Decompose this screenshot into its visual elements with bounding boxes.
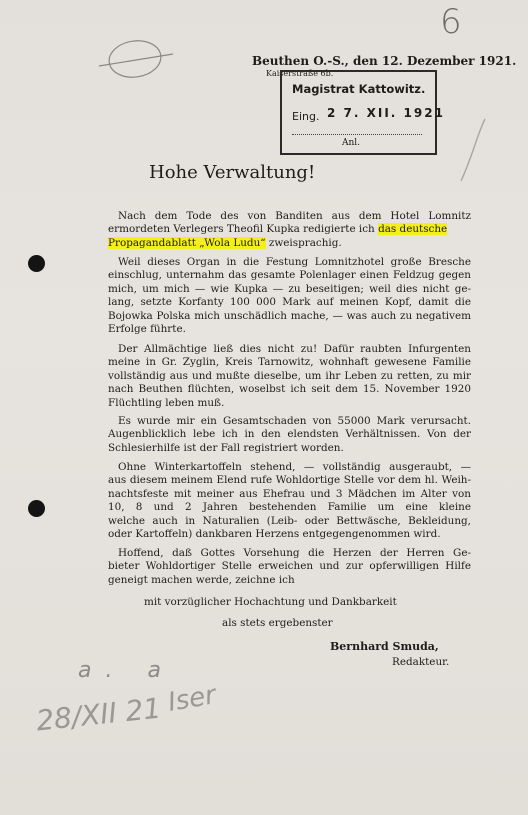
hole-punch-top bbox=[28, 255, 45, 272]
text-line bbox=[108, 223, 471, 236]
signature-name: Bernhard Smuda, bbox=[330, 640, 439, 653]
closing-line-1: mit vorzüglicher Hochachtung und Dankbarkeit bbox=[144, 596, 397, 608]
paragraph-5 bbox=[108, 461, 471, 541]
stamp-anl-label: Anl. bbox=[342, 138, 361, 148]
text-line: Es wurde mir ein Gesamtschaden von 55000 Mark verursacht. bbox=[118, 415, 471, 427]
text-line: welche auch in Naturalien (Leib- oder Bettwäsche, Bekleidung, bbox=[108, 514, 471, 527]
text-line: 10, 8 und 2 Jahren bestehenden Familie um eine kleine bbox=[108, 501, 471, 514]
text-line-part: zweisprachig. bbox=[265, 236, 342, 249]
text-line: Flüchtling leben muß. bbox=[108, 396, 225, 409]
text-line: oder Kartoffeln) dankbaren Herzens entgegengenommen wird. bbox=[108, 527, 441, 540]
text-line-part: ermordeten Verlegers Theofil Kupka redigierte ich bbox=[108, 223, 379, 236]
handwritten-scribble: Iser bbox=[165, 680, 219, 718]
text-line: Der Allmächtige ließ dies nicht zu! Dafür raubten Infurgenten bbox=[118, 343, 471, 355]
stamp-anl-line bbox=[292, 134, 422, 135]
salutation: Hohe Verwaltung! bbox=[149, 162, 316, 183]
closing-line-2: als stets ergebenster bbox=[222, 617, 333, 629]
text-line: Nach dem Tode des von Banditen aus dem Hotel Lomnitz bbox=[118, 210, 471, 222]
text-line: einschlug, unternahm das gesamte Polenlager einen Feldzug gegen bbox=[108, 269, 471, 282]
paragraph-6 bbox=[108, 547, 471, 587]
text-line: Hoffend, daß Gottes Vorsehung die Herzen der Herren Ge- bbox=[118, 547, 471, 559]
handwritten-date-note: 28/XII 21 bbox=[34, 691, 163, 738]
received-stamp bbox=[280, 70, 445, 155]
text-line: Weil dieses Organ in die Festung Lomnitzhotel große Bresche bbox=[118, 256, 471, 268]
text-line: meine in Gr. Zyglin, Kreis Tarnowitz, wohnhaft gewesene Familie bbox=[108, 356, 471, 369]
stamp-date: 2 7. XII. 1921 bbox=[327, 106, 445, 120]
handwritten-initials: a. a bbox=[78, 658, 175, 683]
text-line: lang, setzte Korfanty 100 000 Mark auf meinen Kopf, damit die bbox=[108, 296, 471, 309]
highlighted-text: das deutsche bbox=[378, 223, 448, 236]
handwritten-zero-mark bbox=[95, 32, 175, 84]
paragraph-2 bbox=[108, 256, 471, 336]
paragraph-3 bbox=[108, 343, 471, 410]
signature-title: Redakteur. bbox=[392, 656, 450, 668]
highlighted-text: Propagandablatt „Wola Ludu“ bbox=[108, 236, 266, 249]
paragraph-4 bbox=[108, 415, 471, 455]
folio-number: 6 bbox=[440, 2, 462, 42]
text-line: bieter Wohldortiger Stelle erweichen und zur opferwilligen Hilfe bbox=[108, 560, 471, 573]
text-line bbox=[108, 237, 471, 250]
text-line: nachtsfeste mit meiner aus Ehefrau und 3 Mädchen im Alter von bbox=[108, 487, 471, 500]
hole-punch-bottom bbox=[28, 500, 45, 517]
handwritten-stroke-mark bbox=[455, 115, 495, 185]
text-line: Augenblicklich lebe ich in den elendsten Verhältnissen. Von der bbox=[108, 428, 471, 441]
text-line: Ohne Winterkartoffeln stehend, — vollständig ausgeraubt, — bbox=[118, 461, 471, 473]
text-line: mich, um mich — wie Kupka — zu beseitigen; weil dies nicht ge- bbox=[108, 282, 471, 295]
paragraph-1 bbox=[108, 210, 471, 250]
text-line: aus diesem meinem Elend rufe Wohldortige Stelle vor dem hl. Weih- bbox=[108, 474, 471, 487]
place-date: Beuthen O.-S., den 12. Dezember 1921. bbox=[252, 54, 517, 68]
text-line: vollständig aus und mußte dieselbe, um ihr Leben zu retten, zu mir bbox=[108, 369, 471, 382]
street-address: Kaiserstraße 6b. bbox=[266, 69, 334, 78]
text-line: Bojowka Polska mich unschädlich mache, — was auch zu negativem bbox=[108, 309, 471, 322]
stamp-title: Magistrat Kattowitz. bbox=[292, 82, 426, 96]
stamp-eing-label: Eing. bbox=[292, 110, 320, 123]
text-line: nach Beuthen flüchten, woselbst ich seit dem 15. November 1920 bbox=[108, 383, 471, 396]
text-line: geneigt machen werde, zeichne ich bbox=[108, 573, 295, 586]
text-line: Schlesierhilfe ist der Fall registriert worden. bbox=[108, 441, 344, 454]
text-line: Erfolge führte. bbox=[108, 322, 186, 335]
